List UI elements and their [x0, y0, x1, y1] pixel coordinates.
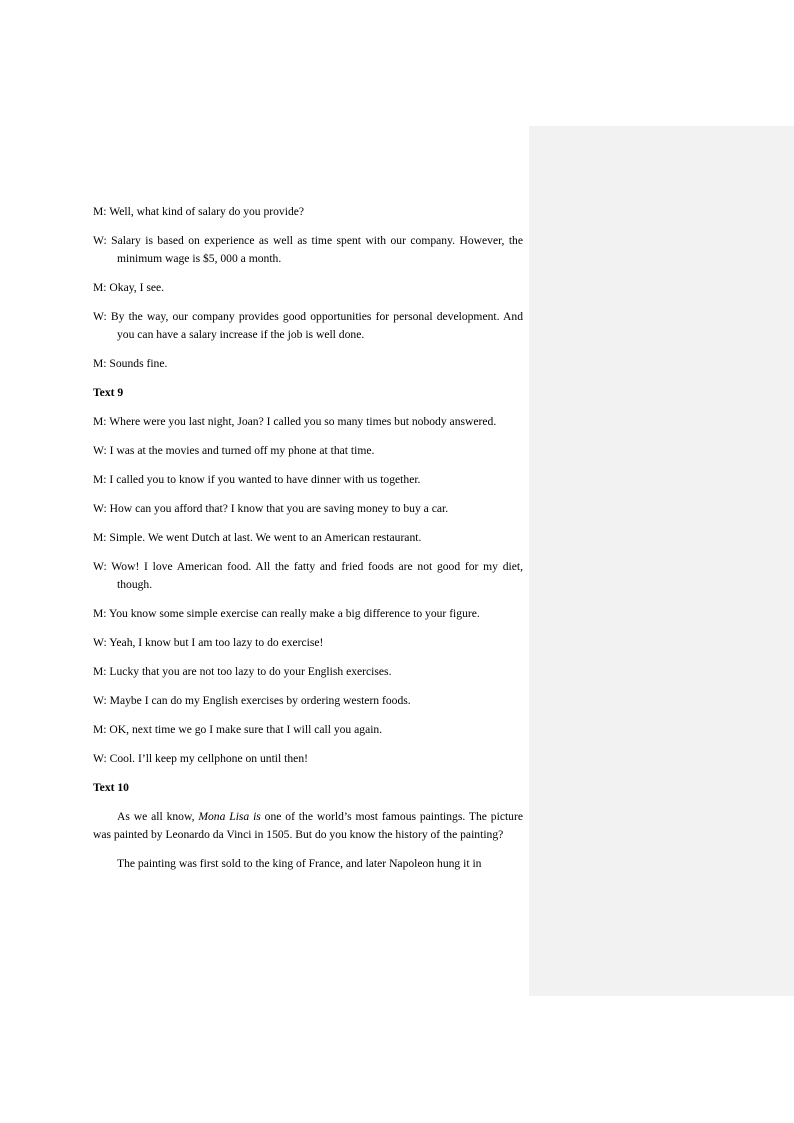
dialogue-line: M: Simple. We went Dutch at last. We went to an American restaurant.	[93, 531, 422, 544]
dialogue-line: M: Lucky that you are not too lazy to do your English exercises.	[93, 665, 392, 678]
text10-paragraph-2: The painting was first sold to the king of France, and later Napoleon hung it in	[117, 857, 482, 870]
dialogue-line: W: How can you afford that? I know that you are saving money to buy a car.	[93, 502, 449, 515]
dialogue-line: M: Sounds fine.	[93, 357, 168, 370]
painting-title: Mona Lisa is	[198, 810, 261, 823]
dialogue-line: W: By the way, our company provides good opportunities for personal development. And you can have a salary increase if the job is well done.	[93, 310, 523, 341]
dialogue-line: M: Where were you last night, Joan? I called you so many times but nobody answered.	[93, 415, 497, 428]
dialogue-line: W: Cool. I’ll keep my cellphone on until then!	[93, 752, 308, 765]
dialogue-line: W: Yeah, I know but I am too lazy to do exercise!	[93, 636, 324, 649]
text10-p1-rest: one of the world’s most famous paintings. The picture was painted by Leonardo da Vinci in 1505. But do you know the history of the painting?	[93, 810, 523, 841]
section-heading-text9: Text 9	[93, 386, 124, 399]
dialogue-line: M: You know some simple exercise can really make a big difference to your figure.	[93, 607, 480, 620]
text10-paragraph-1	[93, 808, 523, 844]
dialogue-line: W: I was at the movies and turned off my phone at that time.	[93, 444, 375, 457]
dialogue-line: M: I called you to know if you wanted to have dinner with us together.	[93, 473, 421, 486]
dialogue-line: M: Well, what kind of salary do you provide?	[93, 205, 305, 218]
dialogue-line: W: Maybe I can do my English exercises by ordering western foods.	[93, 694, 411, 707]
dialogue-line: W: Salary is based on experience as well as time spent with our company. However, the minimum wage is $5, 000 a month.	[93, 234, 523, 265]
dialogue-line: M: OK, next time we go I make sure that I will call you again.	[93, 723, 383, 736]
comment-pane	[529, 126, 794, 996]
document-body	[93, 203, 523, 884]
dialogue-line: M: Okay, I see.	[93, 281, 165, 294]
section-heading-text10: Text 10	[93, 781, 129, 794]
text10-p1-start: As we all know,	[117, 810, 199, 823]
dialogue-line: W: Wow! I love American food. All the fatty and fried foods are not good for my diet, though.	[93, 560, 523, 591]
